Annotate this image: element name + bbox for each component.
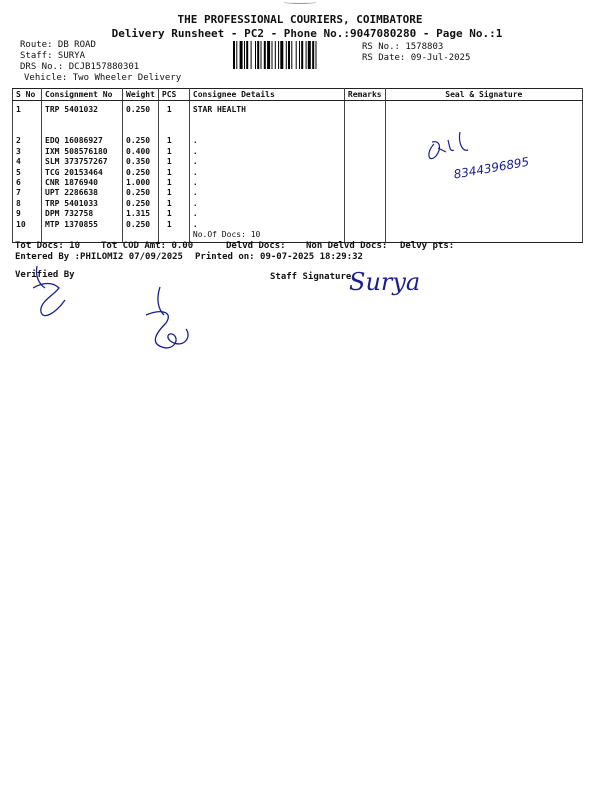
- consignee-name: .: [192, 188, 198, 198]
- verifier-signature: [25, 262, 85, 322]
- consignee-name: .: [192, 136, 198, 146]
- consignment-no: EDQ 16086927: [45, 136, 103, 146]
- barcode-bar: [275, 41, 276, 69]
- col-seal-signature: Seal & Signature: [385, 89, 582, 101]
- table-row: 4: [16, 157, 21, 167]
- barcode-bar: [286, 41, 287, 69]
- weight-value: 0.400: [126, 146, 151, 156]
- pcs-value: 1: [166, 105, 172, 114]
- barcode-bar: [308, 41, 311, 69]
- consignee-name: .: [192, 178, 198, 188]
- company-title: THE PROFESSIONAL COURIERS, COIMBATORE: [177, 13, 423, 26]
- seal-phone: 8344396895: [452, 154, 531, 182]
- table-row: 7: [16, 188, 21, 198]
- weight-value: 1.315: [126, 209, 151, 219]
- drs-number: DRS No.: DCJB157880301: [20, 62, 140, 72]
- barcode-bar: [236, 41, 237, 69]
- consignment-no: SLM 373757267: [45, 157, 108, 167]
- table-header-row: [13, 89, 583, 101]
- weight-value: 0.250: [126, 188, 151, 198]
- pcs-value: 1: [166, 136, 172, 146]
- second-signature: [140, 285, 200, 360]
- barcode-bar: [278, 41, 279, 69]
- barcode-bar: [240, 41, 243, 69]
- delivered-docs: Delvd Docs:: [226, 241, 286, 251]
- staff-signature-label: Staff Signature: [270, 272, 352, 282]
- weight-value: 0.250: [126, 167, 151, 177]
- barcode-bar: [291, 41, 292, 69]
- staff: Staff: SURYA: [20, 51, 86, 61]
- table-row: 1: [16, 105, 21, 114]
- tot-docs: Tot Docs: 10: [15, 241, 81, 251]
- weight-value: 1.000: [126, 178, 151, 188]
- barcode-bar: [272, 41, 273, 69]
- rs-date: RS Date: 09-Jul-2025: [362, 53, 471, 63]
- weight-value: 0.350: [126, 157, 151, 167]
- consignee-cell: [189, 101, 344, 243]
- consignee-name: .: [192, 167, 198, 177]
- top-mark: [283, 0, 317, 4]
- barcode-bar: [261, 41, 262, 69]
- barcode-bar: [299, 41, 300, 69]
- table-row: 3: [16, 146, 21, 156]
- col-sno: S No: [13, 89, 42, 101]
- vehicle: Vehicle: Two Wheeler Delivery: [24, 73, 182, 83]
- consignee-name: .: [192, 209, 198, 219]
- pcs-value: 1: [166, 167, 172, 177]
- barcode-bar: [255, 41, 256, 69]
- consignment-no: UPT 2286638: [45, 188, 98, 198]
- barcode-bar: [267, 41, 270, 69]
- consignee-name: STAR HEALTH: [192, 105, 246, 114]
- pcs-value: 1: [166, 209, 172, 219]
- pcs-value: 1: [166, 188, 172, 198]
- barcode-bar: [257, 41, 259, 69]
- entered-by: Entered By :PHILOMI2 07/09/2025: [15, 252, 183, 262]
- barcode-bar: [244, 41, 245, 69]
- barcode-bar: [288, 41, 290, 69]
- barcode-bar: [280, 41, 283, 69]
- tot-cod-amt: Tot COD Amt: 0.00: [101, 241, 194, 251]
- barcode-bar: [306, 41, 307, 69]
- non-delivered-docs: Non Delvd Docs:: [306, 241, 388, 251]
- table-row: 9: [16, 209, 21, 219]
- col-weight: Weight: [123, 89, 159, 101]
- barcode-bar: [251, 41, 252, 69]
- table-row: 2: [16, 136, 21, 146]
- col-consignee: Consignee Details: [189, 89, 344, 101]
- consignee-name: .: [192, 198, 198, 208]
- weight-value: 0.250: [126, 136, 151, 146]
- barcode-bar: [264, 41, 266, 69]
- consignee-name: .: [192, 219, 198, 229]
- weight-cell: [123, 101, 159, 243]
- barcode-bar: [316, 41, 317, 69]
- col-pcs: PCS: [158, 89, 189, 101]
- pcs-value: 1: [166, 146, 172, 156]
- barcode-bar: [233, 41, 235, 69]
- consignee-name: .: [192, 157, 198, 167]
- printed-on: Printed on: 09-07-2025 18:29:32: [195, 252, 363, 262]
- barcode-bar: [296, 41, 297, 69]
- consignee-name: .: [192, 146, 198, 156]
- barcode-bar: [246, 41, 248, 69]
- table-row: 6: [16, 178, 21, 188]
- table-row: 8: [16, 198, 21, 208]
- pcs-value: 1: [166, 178, 172, 188]
- staff-signature-text: Surya: [349, 268, 421, 296]
- sno-cell: [13, 101, 42, 243]
- delivery-points: Delvy pts:: [400, 241, 455, 251]
- verified-by: Verified By: [15, 270, 75, 280]
- table-row: 10: [16, 219, 26, 229]
- consignment-no: TRP 5401033: [45, 198, 98, 208]
- barcode-bar: [312, 41, 314, 69]
- barcode-bar: [301, 41, 303, 69]
- consignment-no: MTP 1370855: [45, 219, 98, 229]
- pcs-value: 1: [166, 219, 172, 229]
- seal-handwriting: [420, 122, 560, 182]
- weight-value: 0.250: [126, 198, 151, 208]
- consignment-cell: [42, 101, 123, 243]
- weight-value: 0.250: [126, 105, 151, 114]
- consignment-no: TCG 20153464: [45, 167, 103, 177]
- pcs-value: 1: [166, 157, 172, 167]
- route: Route: DB ROAD: [20, 40, 96, 50]
- pcs-cell: [158, 101, 189, 243]
- col-consignment: Consignment No: [42, 89, 123, 101]
- barcode: [233, 41, 353, 69]
- col-remarks: Remarks: [344, 89, 385, 101]
- consignment-no: IXM 508576180: [45, 146, 108, 156]
- weight-value: 0.250: [126, 219, 151, 229]
- runsheet-subtitle: Delivery Runsheet - PC2 - Phone No.:9047080280 - Page No.:1: [111, 27, 503, 40]
- rs-number: RS No.: 1578803: [362, 42, 444, 52]
- pcs-value: 1: [166, 198, 172, 208]
- consignment-no: CNR 1876940: [45, 178, 98, 188]
- consignment-no: TRP 5401032: [45, 105, 98, 114]
- remarks-cell: [344, 101, 385, 243]
- no-of-docs: No.Of Docs: 10: [192, 230, 261, 240]
- consignment-no: DPM 732758: [45, 209, 94, 219]
- table-row: 5: [16, 167, 21, 177]
- staff-signature: [345, 258, 435, 303]
